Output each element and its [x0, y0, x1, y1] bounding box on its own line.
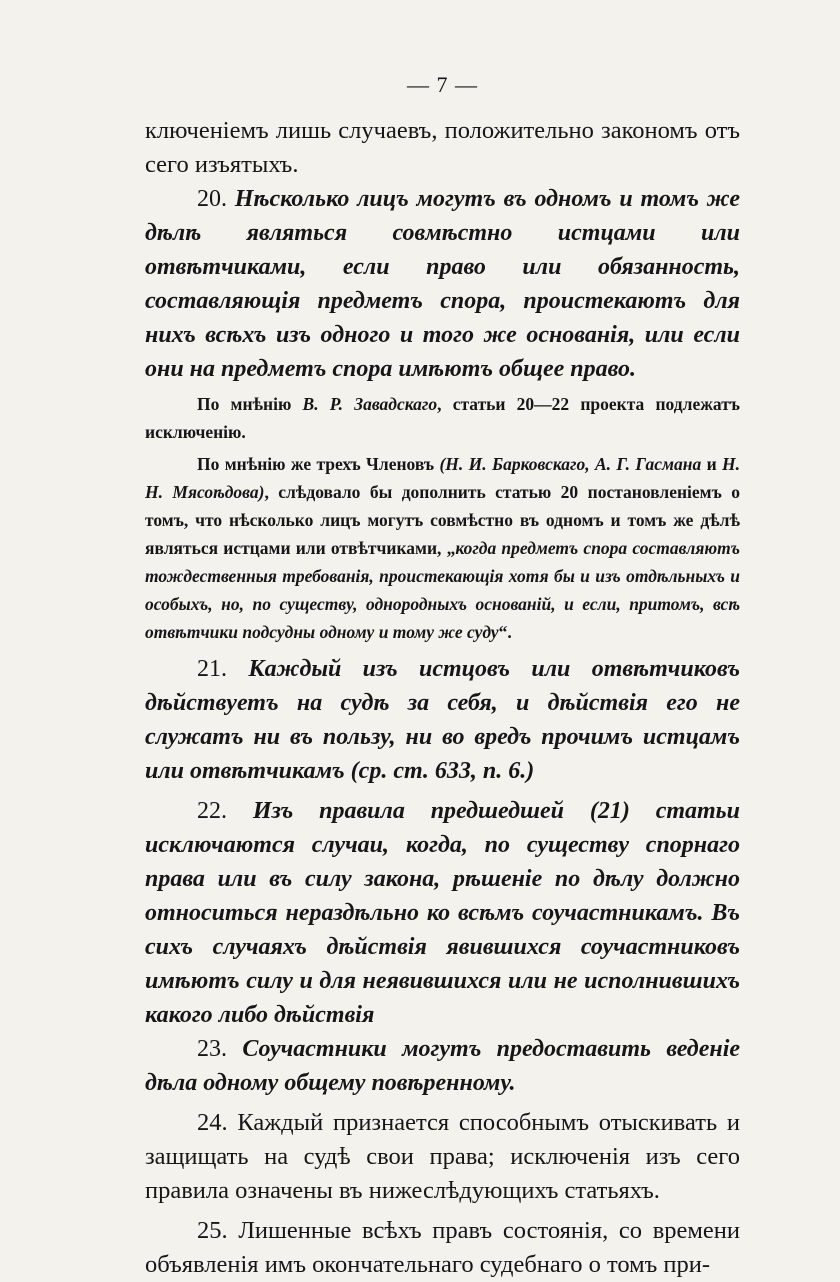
note-1-lead: По мнѣнiю: [197, 394, 303, 414]
article-25: 25. Лишенные всѣхъ правъ состоянiя, со времени объявленiя имъ окончательнаго судебнаго о томъ при-: [145, 1217, 740, 1278]
note-2-end: “.: [498, 622, 512, 642]
article-20-text: Нѣсколько лицъ могутъ въ одномъ и томъ же дѣлѣ являться совмѣстно истцами или отвѣтчиками, если право или обязанность, составляющiя предметъ спора, проистекаютъ для нихъ всѣхъ изъ одного и того же основанiя, или если они на предметъ спора имѣютъ общее право.: [145, 186, 740, 382]
article-20-number: 20.: [197, 186, 227, 212]
article-23: [145, 1032, 740, 1100]
article-22-text: Изъ правила предшедшей (21) статьи исключаются случаи, когда, по существу спорнаго права или въ силу закона, рѣшенiе по дѣлу должно относиться нераздѣльно ко всѣмъ соучастникамъ. Въ сихъ случаяхъ дѣйствiя явившихся соучастниковъ имѣютъ силу и для неявившихся или не исполнившихъ какого либо дѣйствiя: [145, 798, 740, 1028]
paragraph-intro: ключенiемъ лишь случаевъ, положительно закономъ отъ сего изъятыхъ.: [145, 117, 740, 178]
article-23-number: 23.: [197, 1036, 227, 1062]
note-2-and: и: [701, 454, 723, 474]
note-2-quote: когда предметъ спора составляютъ тождественныя требованiя, проистекающiя хотя бы и изъ отдѣльныхъ и особыхъ, но, по существу, однородныхъ основанiй, и если, притомъ, всѣ отвѣтчики подсудны одному и тому же суду: [145, 538, 740, 642]
article-22-number: 22.: [197, 798, 227, 824]
article-20: [145, 182, 740, 386]
note-1: [145, 390, 740, 446]
article-21-text: Каждый изъ истцовъ или отвѣтчиковъ дѣйствуетъ на судѣ за себя, и дѣйствiя его не служатъ ни въ пользу, ни во вредъ прочимъ истцамъ или отвѣтчикамъ (ср. ст. 633, п. 6.): [145, 656, 741, 784]
article-23-text: Соучастники могутъ предоставить веденiе дѣла одному общему повѣренному.: [145, 1036, 741, 1096]
note-2-names: (Н. И. Барковскаго, А. Г. Гасмана: [439, 454, 702, 474]
note-1-rest: , статьи 20—22 проекта подлежатъ исключенiю.: [145, 394, 741, 442]
article-21-number: 21.: [197, 656, 227, 682]
article-24: 24. Каждый признается способнымъ отыскивать и защищать на судѣ свои права; исключенiя изъ сего правила означены въ нижеслѣдующихъ статьяхъ.: [145, 1109, 740, 1204]
note-2-names-2: Н. Н. Мясоѣдова): [145, 454, 741, 502]
note-2-body: , слѣдовало бы дополнить статью 20 постановленiемъ о томъ, что нѣсколько лицъ могутъ совмѣстно въ одномъ и томъ же дѣлѣ являться истцами или отвѣтчиками, „: [145, 482, 740, 558]
note-2-lead: По мнѣнiю же трехъ Членовъ: [197, 454, 440, 474]
note-2: [145, 450, 740, 646]
page-number: — 7 —: [407, 72, 478, 97]
document-page: [145, 70, 740, 1282]
article-21: [145, 652, 740, 788]
note-1-name: В. Р. Завадскаго: [302, 394, 438, 414]
article-22: [145, 794, 740, 1032]
